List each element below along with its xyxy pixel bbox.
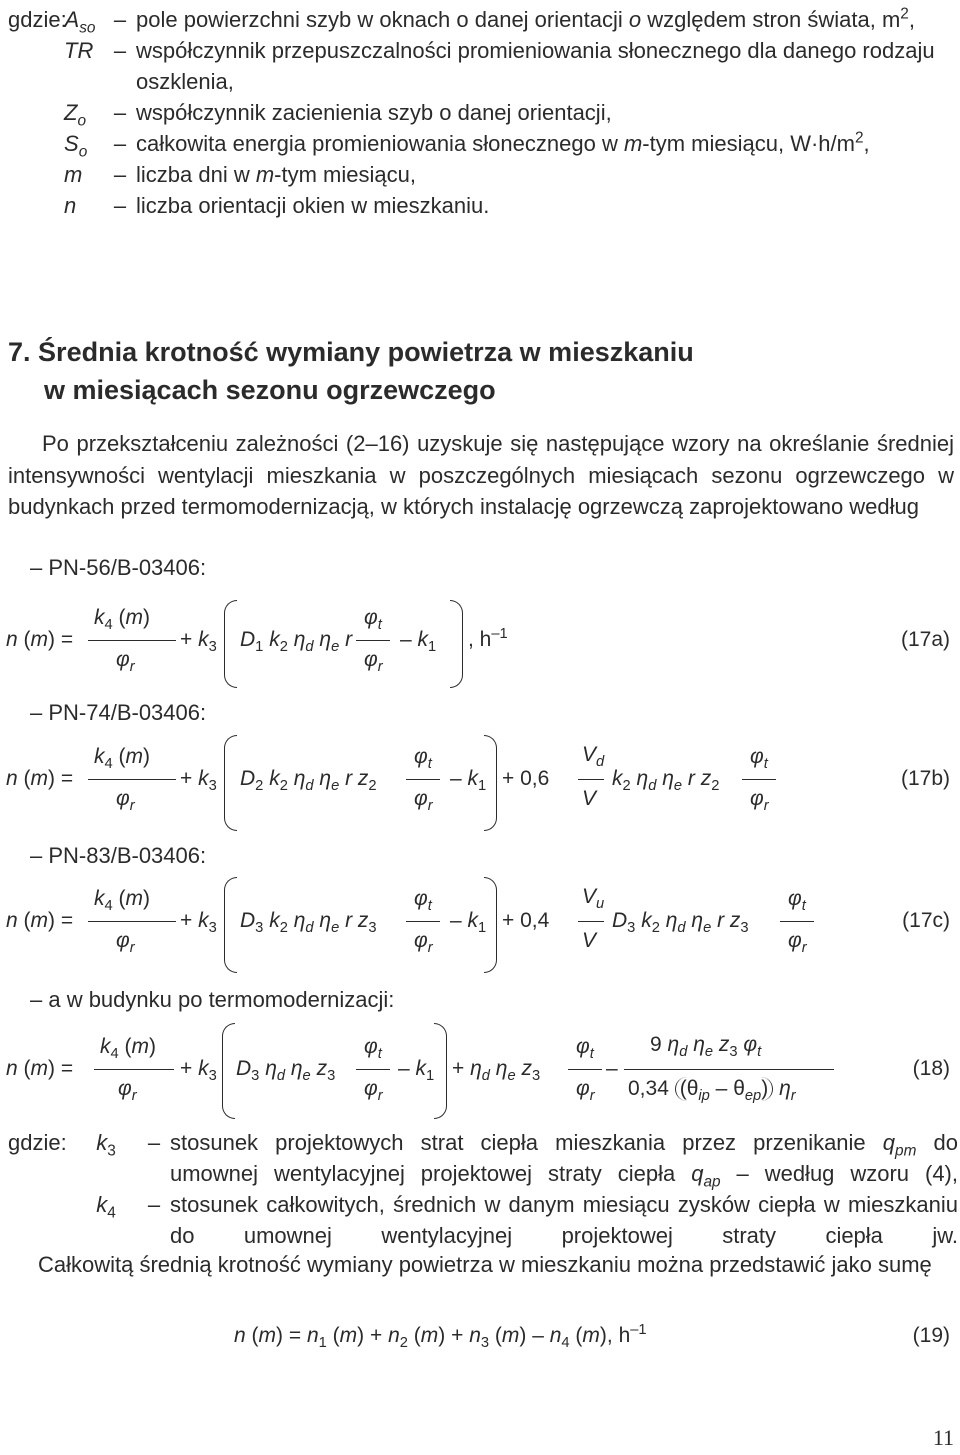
equation-number: (17b) [900,767,950,790]
legend-text: współczynnik przepuszczalności promieniowania słonecznego dla danego rodzaju oszklenia, [136,38,935,94]
standard-label: – PN-83/B-03406: [30,843,207,868]
legend-text: stosunek projektowych strat ciepła mieszkania przez przenikanie $q_{pm}$ do umownej wentylacyjnej projektowej straty ciepła $q_{ap}$ – według wzoru (4), [170,1130,958,1191]
formula-17b: n (m) = $k_4$ (m) $\varphi_r$ + $k_3$ $D_2$ $k_2$ $\eta_d$ $\eta_e$ r $z_2$ $\varphi_t$ $\varphi_r$ – $k_1$ + 0,6 $V_d$ V $k_2$ $\eta_d$ $\eta_e$ r $z_2$ $\varphi_t$ $\varphi_r$ (17b) [0,735,960,831]
legend-symbol: $A_{so}$ [64,7,96,37]
section-title-line1: Średnia krotność wymiany powietrza w mieszkaniu [38,337,694,367]
legend-text: całkowita energia promieniowania słonecznego w m-tym miesiącu, $W\cdot h/m^2$, [136,129,870,156]
legend-row: $k_4$ – stosunek całkowitych, średnich w danym miesiącu zysków ciepła w mieszkaniu do umownej wentylacyjnej projektowej straty ciepła jw. [8,1189,958,1251]
legend-symbol: $Z_o$ [64,100,87,130]
legend-text: liczba orientacji okien w mieszkaniu. [136,193,490,218]
legend-intro: gdzie: [8,7,67,32]
legend-symbol: TR [64,38,94,63]
legend-symbol: m [64,162,83,187]
legend-row: m – liczba dni w m-tym miesiącu, [8,159,958,190]
equation-number: (17c) [902,909,950,932]
legend-symbols-2 [8,1127,958,1251]
section-heading [8,333,694,409]
legend-symbol: $k_3$ [96,1130,116,1160]
legend-symbols-1 [8,4,958,221]
formula-17a: n (m) = $k_4$ (m) $\varphi_r$ + $k_3$ $D_1$ $k_2$ $\eta_d$ $\eta_e$ r $\varphi_t$ $\varphi_r$ – $k_1$ , $h^{-1}$ (17a) [0,600,960,690]
formula-18: n (m) = $k_4$ (m) $\varphi_r$ + $k_3$ $D_3$ $\eta_d$ $\eta_e$ $z_3$ $\varphi_t$ $\varphi_r$ – $k_1$ + $\eta_d$ $\eta_e$ $z_3$ $\varphi_t$ $\varphi_r$ – 9 $\eta_d$ $\eta_e$ $z_3$ $\varphi_t$ 0,34 $(\theta_{ip} - \theta_{ep})$ $\eta_r$ (18) [0,1023,960,1119]
section-title-line2: w miesiącach sezonu ogrzewczego [44,375,496,405]
legend-text: stosunek całkowitych, średnich w danym miesiącu zysków ciepła w mieszkaniu do umownej wentylacyjnej projektowej straty ciepła jw. [170,1192,958,1248]
legend-row: $Z_o$ – współczynnik zacienienia szyb o danej orientacji, [8,97,958,128]
standard-label: – PN-74/B-03406: [30,700,207,725]
legend-symbol: n [64,193,77,218]
legend-text: liczba dni w m-tym miesiącu, [136,162,416,187]
legend-text: pole powierzchni szyb w oknach o danej orientacji o względem stron świata, $m^2$, [136,5,915,32]
legend-row: n – liczba orientacji okien w mieszkaniu. [8,190,958,221]
equation-number: (17a) [900,628,950,651]
legend-row: gdzie: $k_3$ – stosunek projektowych strat ciepła mieszkania przez przenikanie $q_{pm}$ do umownej wentylacyjnej projektowej straty ciepła $q_{ap}$ – według wzoru (4), [8,1127,958,1189]
legend-row: $S_o$ – całkowita energia promieniowania słonecznego w m-tym miesiącu, $W\cdot h/m^2$, [8,128,958,159]
legend-text: współczynnik zacienienia szyb o danej orientacji, [136,100,612,125]
legend-symbol: $k_4$ [96,1192,116,1222]
legend-row: TR – współczynnik przepuszczalności promieniowania słonecznego dla danego rodzaju oszklenia, [8,35,958,97]
equation-number: (19) [912,1324,950,1347]
legend-symbol: $S_o$ [64,131,88,161]
formula-19: n $(m) = n_1$ $(m) + n_2$ $(m) + n_3$ $(m) - n_4$ (m), $h^{-1}$ (19) [234,1321,950,1352]
equation-number: (18) [912,1057,950,1080]
legend-intro: gdzie: [8,1130,67,1155]
closing-paragraph: Całkowitą średnią krotność wymiany powietrza w mieszkaniu można przedstawić jako sumę [38,1252,932,1277]
page-number: 11 [932,1425,954,1450]
legend-row: gdzie: $A_{so}$ – pole powierzchni szyb w oknach o danej orientacji o względem stron świata, $m^2$, [8,4,958,35]
section-number: 7. [8,337,31,367]
standard-label: – PN-56/B-03406: [30,555,207,580]
formula-17c: n (m) = $k_4$ (m) $\varphi_r$ + $k_3$ $D_3$ $k_2$ $\eta_d$ $\eta_e$ r $z_3$ $\varphi_t$ $\varphi_r$ – $k_1$ + 0,4 $V_u$ V $D_3$ $k_2$ $\eta_d$ $\eta_e$ r $z_3$ $\varphi_t$ $\varphi_r$ (17c) [0,877,960,973]
standard-label: – a w budynku po termomodernizacji: [30,987,395,1012]
intro-paragraph: Po przekształceniu zależności (2–16) uzyskuje się następujące wzory na określanie średniej intensywności wentylacji mieszkania w poszczególnych miesiącach sezonu ogrzewczego w budynkach przed termomodernizacją, w których instalację ogrzewczą zaprojektowano według [8,431,954,519]
